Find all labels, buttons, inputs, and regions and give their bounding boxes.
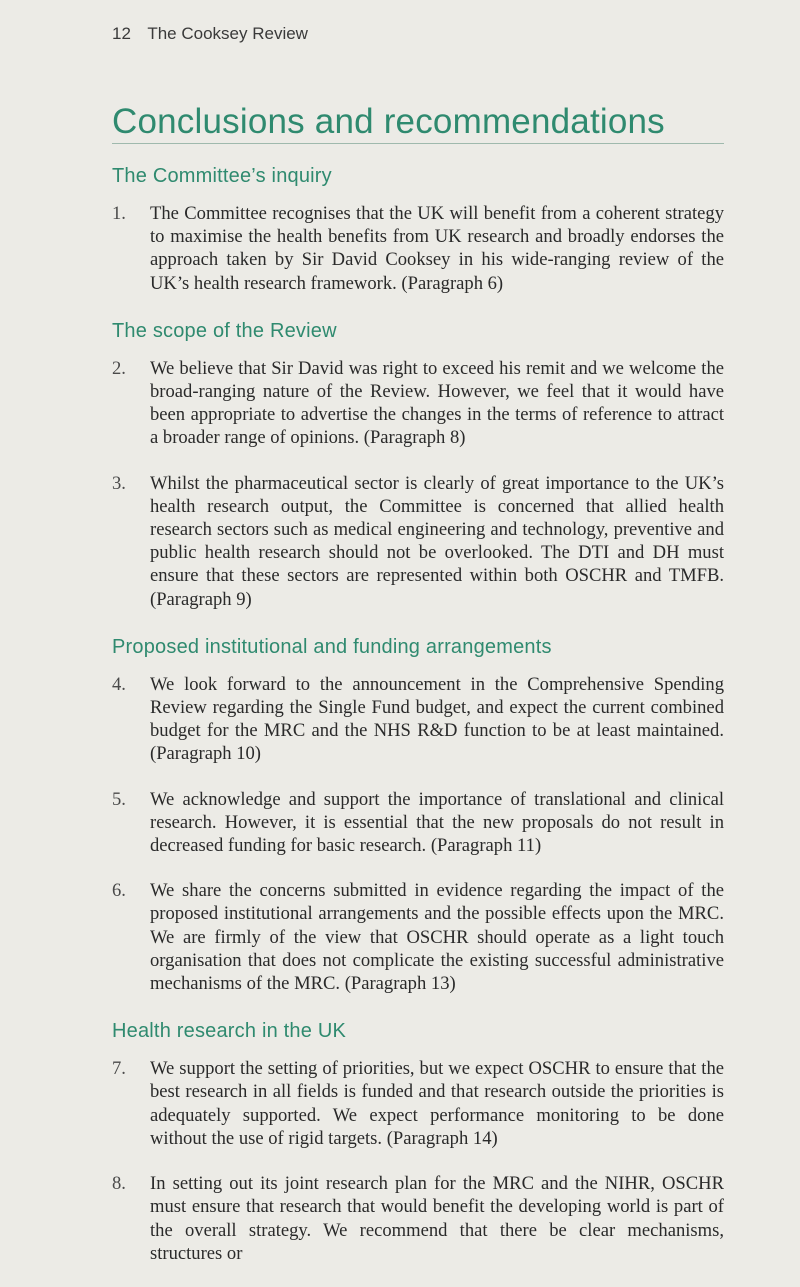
recommendation-number: 2.: [112, 357, 126, 379]
recommendation-text: The Committee recognises that the UK will benefit from a coherent strategy to maximise the health benefits from UK research and broadly endorses the approach taken by Sir David Cooksey in his wide-ranging review of the UK’s health research framework. (Paragraph 6): [150, 203, 724, 294]
recommendation-item: [112, 472, 724, 611]
recommendation-number: 6.: [112, 880, 126, 902]
section-health-research-uk: [112, 1017, 724, 1265]
section-committees-inquiry: [112, 162, 724, 295]
recommendation-text: We believe that Sir David was right to exceed his remit and we welcome the broad-ranging nature of the Review. However, we feel that it would have been appropriate to advertise the changes in the terms of reference to attract a broader range of opinions. (Paragraph 8): [150, 357, 724, 449]
recommendation-number: 5.: [112, 788, 126, 810]
recommendation-text: In setting out its joint research plan for the MRC and the NIHR, OSCHR must ensure that research that would benefit the developing world is part of the overall strategy. We recommend that there be clear mechanisms, structures or: [150, 1173, 724, 1264]
section-scope-of-review: [112, 317, 724, 611]
recommendation-item: [112, 1057, 724, 1150]
section-institutional-funding: [112, 633, 724, 995]
section-heading: Proposed institutional and funding arrangements: [112, 635, 552, 658]
section-heading: The scope of the Review: [112, 319, 337, 342]
recommendation-text: We acknowledge and support the importance of translational and clinical research. However, it is essential that the new proposals do not result in decreased funding for basic research. (Paragraph 11): [150, 788, 724, 857]
recommendation-number: 8.: [112, 1173, 126, 1195]
recommendation-number: 3.: [112, 472, 126, 494]
recommendation-text: Whilst the pharmaceutical sector is clearly of great importance to the UK’s health research output, the Committee is concerned that allied health research sectors such as medical engineering and technology, preventive and public health research should not be overlooked. The DTI and DH must ensure that these sectors are represented within both OSCHR and TMFB. (Paragraph 9): [150, 472, 724, 610]
recommendation-item: [112, 673, 724, 766]
running-header: [112, 24, 308, 44]
recommendation-item: [112, 1172, 724, 1265]
recommendation-text: We share the concerns submitted in evidence regarding the impact of the proposed institutional arrangements and the possible effects upon the MRC. We are firmly of the view that OSCHR should operate as a light touch organisation that does not complicate the existing successful administrative mechanisms of the MRC. (Paragraph 13): [150, 880, 724, 995]
page-number: 12: [112, 24, 131, 43]
recommendation-number: 1.: [112, 203, 126, 224]
section-heading: The Committee’s inquiry: [112, 165, 332, 187]
running-title: The Cooksey Review: [147, 24, 308, 43]
recommendation-item: [112, 202, 724, 295]
title-divider: [112, 143, 724, 144]
recommendations-content: [112, 162, 724, 1287]
recommendation-item: [112, 788, 724, 858]
recommendation-number: 7.: [112, 1058, 126, 1080]
section-heading: Health research in the UK: [112, 1020, 347, 1043]
recommendation-text: We look forward to the announcement in the Comprehensive Spending Review regarding the Single Fund budget, and expect the current combined budget for the MRC and the NHS R&D function to be at least maintained. (Paragraph 10): [150, 673, 724, 765]
page-title: Conclusions and recommendations: [112, 102, 665, 141]
recommendation-item: [112, 879, 724, 995]
recommendation-item: [112, 357, 724, 450]
recommendation-number: 4.: [112, 673, 126, 695]
recommendation-text: We support the setting of priorities, but we expect OSCHR to ensure that the best research in all fields is funded and that research outside the priorities is adequately supported. We expect performance monitoring to be done without the use of rigid targets. (Paragraph 14): [150, 1058, 724, 1149]
